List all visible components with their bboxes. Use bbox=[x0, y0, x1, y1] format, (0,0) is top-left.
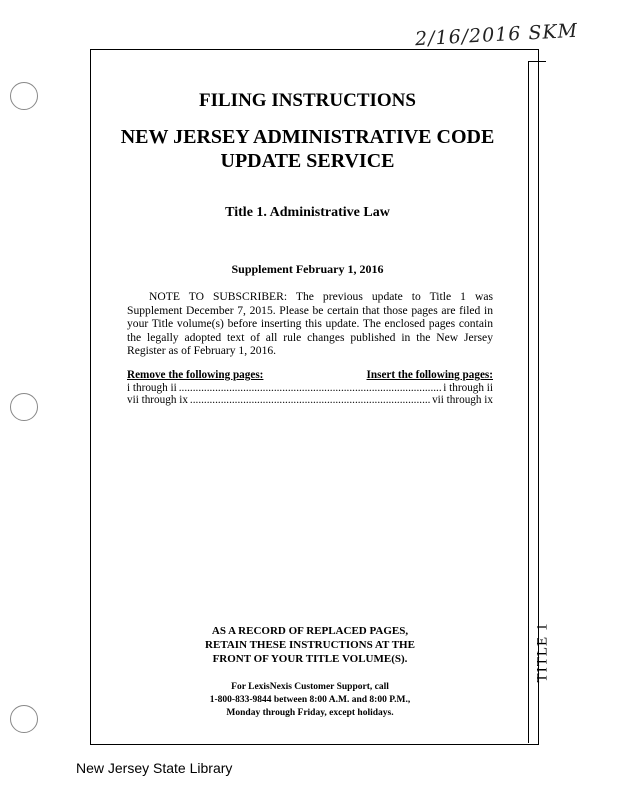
dot-leader bbox=[190, 394, 430, 407]
insert-pages: i through ii bbox=[443, 381, 493, 394]
instruction-row bbox=[127, 394, 493, 407]
support-line: 1-800-833-9844 between 8:00 A.M. and 8:00 P.M., bbox=[209, 695, 411, 705]
instructions-header bbox=[127, 369, 493, 382]
side-tab-top-rule bbox=[528, 61, 546, 62]
record-line: RETAIN THESE INSTRUCTIONS AT THE bbox=[205, 639, 415, 651]
insert-header: Insert the following pages: bbox=[366, 369, 493, 381]
title-subheading: Title 1. Administrative Law bbox=[225, 205, 390, 220]
binder-hole-middle bbox=[10, 393, 38, 421]
record-notice bbox=[160, 624, 460, 666]
record-line: AS A RECORD OF REPLACED PAGES, bbox=[211, 625, 409, 637]
dot-leader bbox=[179, 382, 442, 395]
side-tab bbox=[533, 612, 553, 692]
side-tab-divider bbox=[528, 61, 529, 743]
library-footer: New Jersey State Library bbox=[76, 760, 233, 776]
code-title bbox=[95, 125, 520, 173]
insert-pages: vii through ix bbox=[432, 394, 493, 406]
handwritten-date-initials: 2/16/2016 SKM bbox=[414, 19, 579, 51]
remove-header: Remove the following pages: bbox=[127, 369, 264, 381]
remove-pages: vii through ix bbox=[127, 394, 188, 406]
binder-hole-bottom bbox=[10, 705, 38, 733]
support-line: Monday through Friday, except holidays. bbox=[226, 708, 394, 718]
record-line: FRONT OF YOUR TITLE VOLUME(S). bbox=[212, 653, 408, 665]
instruction-row bbox=[127, 382, 493, 395]
page-instructions bbox=[127, 369, 493, 407]
code-title-line-2: UPDATE SERVICE bbox=[220, 150, 395, 172]
side-tab-label: TITLE 1 bbox=[534, 622, 551, 682]
remove-pages: i through ii bbox=[127, 381, 177, 394]
code-title-line-1: NEW JERSEY ADMINISTRATIVE CODE bbox=[120, 126, 495, 148]
supplement-date: Supplement February 1, 2016 bbox=[231, 262, 384, 276]
customer-support-info bbox=[160, 681, 460, 720]
support-line: For LexisNexis Customer Support, call bbox=[231, 682, 389, 692]
subscriber-note: NOTE TO SUBSCRIBER: The previous update to Title 1 was Supplement December 7, 2015. Please be certain that those pages are filed in your Title volume(s) before inserting this update. The enclosed pages contain the legally adopted text of all rule changes published in the New Jersey Register as of February 1, 2016. bbox=[127, 290, 493, 358]
binder-hole-top bbox=[10, 82, 38, 110]
filing-instructions-heading: FILING INSTRUCTIONS bbox=[199, 90, 416, 111]
